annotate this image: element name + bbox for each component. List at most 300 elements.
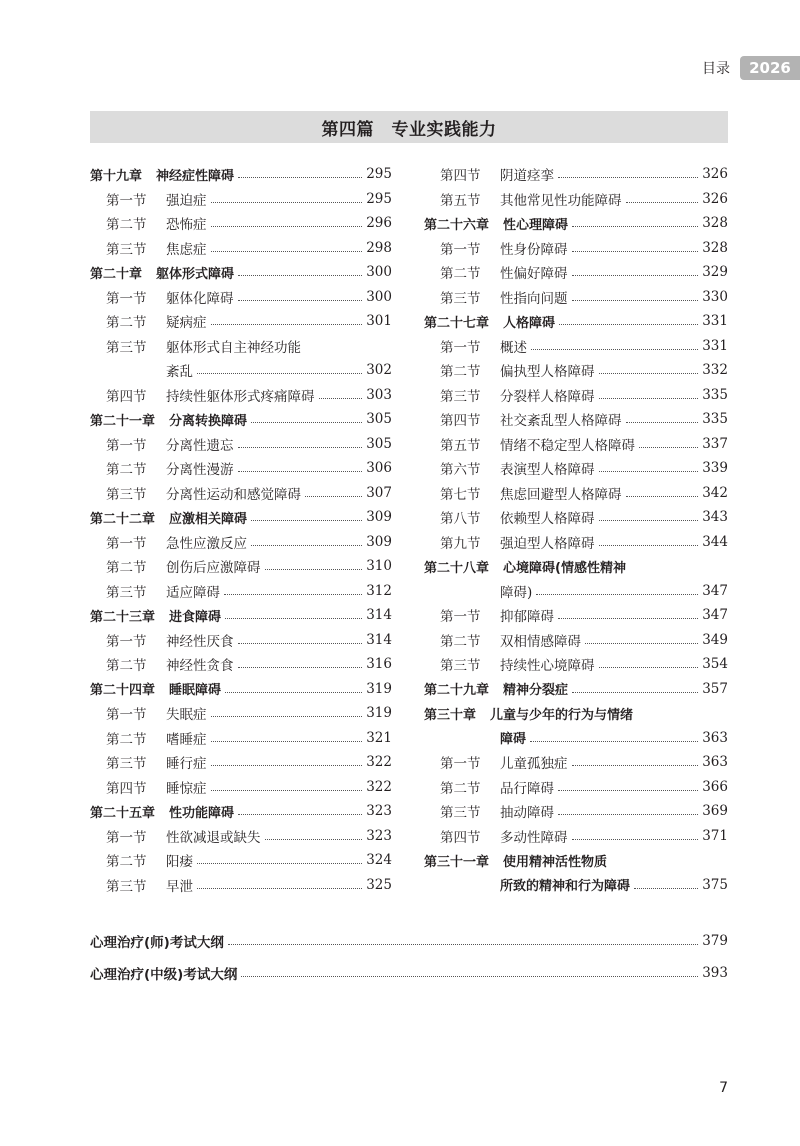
entry-number: 第一节 <box>106 535 147 552</box>
dot-leader <box>585 642 698 644</box>
toc-section-entry[interactable] <box>424 530 728 555</box>
entry-title: 所致的精神和行为障碍 <box>500 879 631 895</box>
entry-title: 心理治疗(师)考试大纲 <box>90 935 224 951</box>
toc-section-entry[interactable] <box>90 750 392 775</box>
entry-page: 375 <box>702 876 728 893</box>
entry-number: 第三节 <box>440 388 481 405</box>
toc-section-entry[interactable] <box>90 701 392 726</box>
toc-section-entry[interactable] <box>424 579 728 604</box>
entry-number: 第二节 <box>106 731 147 748</box>
toc-chapter-entry[interactable] <box>424 677 728 702</box>
dot-leader <box>558 176 698 178</box>
toc-section-entry[interactable] <box>90 873 392 898</box>
toc-section-entry[interactable] <box>424 775 728 800</box>
toc-section-entry[interactable] <box>90 579 392 604</box>
entry-page: 344 <box>702 533 728 550</box>
entry-number: 第三节 <box>106 241 147 258</box>
toc-section-entry[interactable] <box>90 334 392 359</box>
dot-leader <box>634 887 698 889</box>
entry-title: 神经症性障碍 <box>156 168 235 184</box>
entry-title: 分离性运动和感觉障碍 <box>166 486 301 503</box>
dot-leader <box>225 617 362 619</box>
entry-page: 312 <box>366 582 392 599</box>
part-title: 第四篇 专业实践能力 <box>321 119 497 140</box>
entry-title: 持续性心境障碍 <box>500 658 595 675</box>
entry-title: 其他常见性功能障碍 <box>500 192 622 209</box>
entry-page: 343 <box>702 509 728 526</box>
toc-chapter-entry[interactable] <box>424 211 728 236</box>
entry-number: 第二节 <box>106 217 147 234</box>
toc-section-entry[interactable] <box>424 236 728 261</box>
toc-section-entry[interactable] <box>90 652 392 677</box>
toc-section-entry[interactable] <box>424 481 728 506</box>
dot-leader <box>599 519 699 521</box>
entry-number: 第五节 <box>440 192 481 209</box>
entry-title: 创伤后应激障碍 <box>166 560 261 577</box>
entry-page: 335 <box>702 411 728 428</box>
entry-number: 第四节 <box>440 168 481 185</box>
entry-number: 第二十五章 <box>90 805 156 821</box>
dot-leader <box>572 764 699 766</box>
entry-title: 障碍 <box>500 732 527 748</box>
entry-page: 305 <box>366 411 392 428</box>
dot-leader <box>531 348 698 350</box>
entry-page: 316 <box>366 656 392 673</box>
dot-leader <box>599 544 699 546</box>
entry-page: 369 <box>702 803 728 820</box>
toc-left-column <box>90 162 392 897</box>
toc-section-entry[interactable] <box>424 505 728 530</box>
toc-section-entry[interactable] <box>90 824 392 849</box>
entry-number: 第一节 <box>440 339 481 356</box>
year-badge: 2026 <box>740 56 800 80</box>
entry-number: 第一节 <box>106 829 147 846</box>
entry-page: 322 <box>366 778 392 795</box>
entry-number: 第二十一章 <box>90 413 156 429</box>
entry-title: 偏执型人格障碍 <box>500 364 595 381</box>
entry-title: 性功能障碍 <box>169 805 235 821</box>
entry-title: 恐怖症 <box>166 217 207 234</box>
entry-page: 298 <box>366 239 392 256</box>
entry-number: 第二节 <box>106 854 147 871</box>
entry-number: 第二节 <box>440 266 481 283</box>
toc-right-column <box>424 162 728 897</box>
running-header <box>702 56 800 80</box>
toc-section-entry[interactable] <box>90 187 392 212</box>
entry-title: 依赖型人格障碍 <box>500 511 595 528</box>
entry-number: 第三节 <box>440 658 481 675</box>
dot-leader <box>211 764 363 766</box>
entry-title: 分离转换障碍 <box>169 413 248 429</box>
entry-page: 347 <box>702 607 728 624</box>
dot-leader <box>572 838 699 840</box>
entry-title: 概述 <box>500 339 527 356</box>
entry-title: 睡行症 <box>166 756 207 773</box>
toc-chapter-entry[interactable] <box>424 554 728 579</box>
dot-leader <box>572 299 699 301</box>
part-title-band <box>90 111 728 143</box>
toc-section-entry[interactable] <box>90 432 392 457</box>
entry-page: 309 <box>366 533 392 550</box>
entry-page: 331 <box>702 313 728 330</box>
entry-page: 319 <box>366 705 392 722</box>
entry-number: 第二节 <box>440 633 481 650</box>
entry-page: 324 <box>366 852 392 869</box>
entry-title: 失眠症 <box>166 707 207 724</box>
dot-leader <box>305 495 362 497</box>
entry-number: 第五节 <box>440 437 481 454</box>
entry-page: 325 <box>366 876 392 893</box>
entry-title: 神经性贪食 <box>166 658 234 675</box>
dot-leader <box>559 323 698 325</box>
toc-section-entry[interactable] <box>424 285 728 310</box>
toc-section-entry[interactable] <box>90 456 392 481</box>
toc-chapter-entry[interactable] <box>424 848 728 873</box>
entry-number: 第二节 <box>106 315 147 332</box>
entry-title: 人格障碍 <box>503 315 556 331</box>
entry-title: 睡惊症 <box>166 780 207 797</box>
entry-title: 抽动障碍 <box>500 805 554 822</box>
entry-page: 331 <box>702 337 728 354</box>
entry-title: 心理治疗(中级)考试大纲 <box>90 967 238 983</box>
entry-title: 疑病症 <box>166 315 207 332</box>
entry-title: 表演型人格障碍 <box>500 462 595 479</box>
toc-chapter-entry[interactable] <box>424 309 728 334</box>
toc-appendix-entry[interactable] <box>90 928 728 954</box>
entry-title: 性欲减退或缺失 <box>166 829 261 846</box>
toc-section-entry[interactable] <box>90 628 392 653</box>
toc-section-entry[interactable] <box>90 309 392 334</box>
entry-number: 第二十三章 <box>90 609 156 625</box>
entry-page: 328 <box>702 215 728 232</box>
toc-section-entry[interactable] <box>90 848 392 873</box>
dot-leader <box>251 544 362 546</box>
toc-chapter-entry[interactable] <box>90 603 392 628</box>
entry-title: 应激相关障碍 <box>169 511 248 527</box>
dot-leader <box>211 740 363 742</box>
dot-leader <box>241 975 698 977</box>
entry-page: 296 <box>366 215 392 232</box>
entry-number: 第七节 <box>440 486 481 503</box>
entry-page: 314 <box>366 607 392 624</box>
toc-chapter-entry[interactable] <box>424 873 728 898</box>
entry-number: 第二十九章 <box>424 683 490 699</box>
toc-section-entry[interactable] <box>90 236 392 261</box>
entry-number: 第三节 <box>440 805 481 822</box>
dot-leader <box>238 274 362 276</box>
toc-section-entry[interactable] <box>424 603 728 628</box>
entry-page: 295 <box>366 166 392 183</box>
entry-number: 第四节 <box>106 388 147 405</box>
entry-page: 354 <box>702 656 728 673</box>
toc-section-entry[interactable] <box>90 554 392 579</box>
entry-title: 阴道痉挛 <box>500 168 554 185</box>
dot-leader <box>251 421 362 423</box>
entry-page: 300 <box>366 288 392 305</box>
dot-leader <box>265 838 363 840</box>
entry-number: 第二十四章 <box>90 683 156 699</box>
toc-chapter-entry[interactable] <box>90 677 392 702</box>
toc-section-entry[interactable] <box>424 162 728 187</box>
dot-leader <box>251 519 362 521</box>
entry-page: 366 <box>702 778 728 795</box>
entry-page: 305 <box>366 435 392 452</box>
entry-title: 强迫症 <box>166 192 207 209</box>
entry-number: 第三十一章 <box>424 854 490 870</box>
toc-section-entry[interactable] <box>90 383 392 408</box>
entry-title: 分离性遗忘 <box>166 437 234 454</box>
entry-title: 双相情感障碍 <box>500 633 581 650</box>
toc-section-entry[interactable] <box>424 187 728 212</box>
dot-leader <box>225 691 362 693</box>
entry-number: 第三节 <box>440 290 481 307</box>
entry-page: 329 <box>702 264 728 281</box>
entry-title: 早泄 <box>166 878 193 895</box>
toc-appendix-entry[interactable] <box>90 960 728 986</box>
toc-section-entry[interactable] <box>424 383 728 408</box>
entry-title: 性心理障碍 <box>503 217 569 233</box>
toc-section-entry[interactable] <box>90 285 392 310</box>
entry-title: 紊乱 <box>166 364 193 381</box>
entry-page: 330 <box>702 288 728 305</box>
dot-leader <box>558 617 698 619</box>
entry-title: 躯体化障碍 <box>166 290 234 307</box>
entry-page: 393 <box>702 965 728 981</box>
entry-title: 性偏好障碍 <box>500 266 568 283</box>
entry-page: 302 <box>366 362 392 379</box>
entry-title: 睡眠障碍 <box>169 683 222 699</box>
toc-chapter-entry[interactable] <box>90 407 392 432</box>
dot-leader <box>238 642 363 644</box>
toc-chapter-entry[interactable] <box>424 726 728 751</box>
entry-page: 319 <box>366 680 392 697</box>
entry-page: 326 <box>702 166 728 183</box>
dot-leader <box>197 887 362 889</box>
entry-title: 使用精神活性物质 <box>503 854 608 870</box>
dot-leader <box>626 495 699 497</box>
dot-leader <box>572 274 699 276</box>
dot-leader <box>599 470 699 472</box>
entry-number: 第四节 <box>440 829 481 846</box>
entry-page: 309 <box>366 509 392 526</box>
entry-page: 347 <box>702 582 728 599</box>
entry-number: 第二节 <box>440 780 481 797</box>
entry-title: 焦虑症 <box>166 241 207 258</box>
entry-title: 心境障碍(情感性精神 <box>503 560 626 576</box>
dot-leader <box>211 715 363 717</box>
entry-title: 分离性漫游 <box>166 462 234 479</box>
entry-title: 精神分裂症 <box>503 683 569 699</box>
entry-title: 嗜睡症 <box>166 731 207 748</box>
toc-chapter-entry[interactable] <box>90 162 392 187</box>
entry-number: 第四节 <box>440 413 481 430</box>
dot-leader <box>572 225 698 227</box>
entry-number: 第一节 <box>440 241 481 258</box>
entry-title: 适应障碍 <box>166 584 220 601</box>
entry-title: 性指向问题 <box>500 290 568 307</box>
entry-number: 第三节 <box>106 486 147 503</box>
entry-title: 社交紊乱型人格障碍 <box>500 413 622 430</box>
entry-page: 303 <box>366 386 392 403</box>
entry-page: 314 <box>366 631 392 648</box>
entry-title: 进食障碍 <box>169 609 222 625</box>
toc-section-entry[interactable] <box>424 824 728 849</box>
dot-leader <box>265 568 363 570</box>
entry-title: 强迫型人格障碍 <box>500 535 595 552</box>
dot-leader <box>599 397 699 399</box>
toc-section-entry[interactable] <box>90 211 392 236</box>
entry-title: 儿童与少年的行为与情绪 <box>490 707 634 723</box>
entry-page: 322 <box>366 754 392 771</box>
entry-page: 349 <box>702 631 728 648</box>
entry-number: 第一节 <box>106 192 147 209</box>
toc-section-entry[interactable] <box>90 726 392 751</box>
entry-title: 儿童孤独症 <box>500 756 568 773</box>
toc-section-entry[interactable] <box>424 358 728 383</box>
dot-leader <box>530 740 698 742</box>
entry-title: 品行障碍 <box>500 780 554 797</box>
dot-leader <box>599 372 699 374</box>
entry-number: 第十九章 <box>90 168 143 184</box>
entry-title: 分裂样人格障碍 <box>500 388 595 405</box>
entry-number: 第一节 <box>106 707 147 724</box>
entry-number: 第二节 <box>106 462 147 479</box>
entry-page: 295 <box>366 190 392 207</box>
entry-title: 躯体形式自主神经功能 <box>166 339 301 356</box>
entry-number: 第二十二章 <box>90 511 156 527</box>
toc-section-entry[interactable] <box>424 456 728 481</box>
entry-number: 第三节 <box>106 339 147 356</box>
entry-page: 379 <box>702 933 728 949</box>
entry-number: 第四节 <box>106 780 147 797</box>
dot-leader <box>572 691 698 693</box>
toc-section-entry[interactable] <box>90 775 392 800</box>
entry-number: 第二节 <box>106 658 147 675</box>
entry-title: 躯体形式障碍 <box>156 266 235 282</box>
dot-leader <box>639 446 698 448</box>
entry-number: 第一节 <box>440 756 481 773</box>
dot-leader <box>238 176 362 178</box>
toc-section-entry[interactable] <box>424 407 728 432</box>
toc-chapter-entry[interactable] <box>90 260 392 285</box>
entry-title: 焦虑回避型人格障碍 <box>500 486 622 503</box>
entry-title: 急性应激反应 <box>166 535 247 552</box>
entry-number: 第六节 <box>440 462 481 479</box>
entry-title: 障碍) <box>500 584 533 601</box>
dot-leader <box>211 789 363 791</box>
entry-title: 持续性躯体形式疼痛障碍 <box>166 388 315 405</box>
entry-number: 第二十七章 <box>424 315 490 331</box>
page-number: 7 <box>719 1080 728 1096</box>
dot-leader <box>599 666 699 668</box>
entry-number: 第二十六章 <box>424 217 490 233</box>
dot-leader <box>319 397 363 399</box>
entry-page: 363 <box>702 754 728 771</box>
entry-page: 321 <box>366 729 392 746</box>
dot-leader <box>238 470 363 472</box>
toc-section-entry[interactable] <box>424 260 728 285</box>
toc-section-entry[interactable] <box>424 334 728 359</box>
toc-section-entry[interactable] <box>424 750 728 775</box>
entry-number: 第三节 <box>106 878 147 895</box>
toc-section-entry[interactable] <box>424 799 728 824</box>
entry-page: 371 <box>702 827 728 844</box>
entry-title: 多动性障碍 <box>500 829 568 846</box>
toc-section-entry[interactable] <box>424 652 728 677</box>
entry-number: 第二节 <box>440 364 481 381</box>
entry-number: 第二十八章 <box>424 560 490 576</box>
toc-section-entry[interactable] <box>90 530 392 555</box>
dot-leader <box>197 372 362 374</box>
toc-chapter-entry[interactable] <box>90 505 392 530</box>
toc-section-entry[interactable] <box>424 432 728 457</box>
toc-section-entry[interactable] <box>424 628 728 653</box>
toc-chapter-entry[interactable] <box>90 799 392 824</box>
dot-leader <box>572 250 699 252</box>
entry-number: 第一节 <box>106 437 147 454</box>
dot-leader <box>558 813 698 815</box>
entry-page: 363 <box>702 729 728 746</box>
entry-page: 335 <box>702 386 728 403</box>
entry-page: 337 <box>702 435 728 452</box>
entry-number: 第三节 <box>106 756 147 773</box>
entry-title: 阳痿 <box>166 854 193 871</box>
entry-number: 第八节 <box>440 511 481 528</box>
dot-leader <box>238 666 363 668</box>
dot-leader <box>238 299 363 301</box>
entry-number: 第一节 <box>440 609 481 626</box>
dot-leader <box>211 323 363 325</box>
entry-title: 情绪不稳定型人格障碍 <box>500 437 635 454</box>
entry-number: 第二节 <box>106 560 147 577</box>
dot-leader <box>228 943 698 945</box>
entry-page: 342 <box>702 484 728 501</box>
entry-page: 328 <box>702 239 728 256</box>
dot-leader <box>238 813 362 815</box>
entry-page: 326 <box>702 190 728 207</box>
entry-title: 性身份障碍 <box>500 241 568 258</box>
entry-number: 第二十章 <box>90 266 143 282</box>
entry-page: 323 <box>366 803 392 820</box>
dot-leader <box>626 421 699 423</box>
header-label: 目录 <box>702 61 730 77</box>
entry-page: 323 <box>366 827 392 844</box>
dot-leader <box>626 201 699 203</box>
dot-leader <box>238 446 363 448</box>
entry-page: 357 <box>702 680 728 697</box>
entry-page: 300 <box>366 264 392 281</box>
entry-page: 339 <box>702 460 728 477</box>
entry-page: 306 <box>366 460 392 477</box>
dot-leader <box>558 789 698 791</box>
entry-page: 332 <box>702 362 728 379</box>
dot-leader <box>211 225 363 227</box>
toc-section-entry[interactable] <box>90 358 392 383</box>
entry-page: 301 <box>366 313 392 330</box>
entry-number: 第九节 <box>440 535 481 552</box>
dot-leader <box>224 593 362 595</box>
entry-number: 第一节 <box>106 633 147 650</box>
dot-leader <box>211 201 363 203</box>
toc-chapter-entry[interactable] <box>424 701 728 726</box>
dot-leader <box>536 593 698 595</box>
entry-title: 神经性厌食 <box>166 633 234 650</box>
entry-page: 310 <box>366 558 392 575</box>
entry-number: 第一节 <box>106 290 147 307</box>
toc-section-entry[interactable] <box>90 481 392 506</box>
toc-appendix-entries <box>90 928 728 992</box>
dot-leader <box>197 862 362 864</box>
